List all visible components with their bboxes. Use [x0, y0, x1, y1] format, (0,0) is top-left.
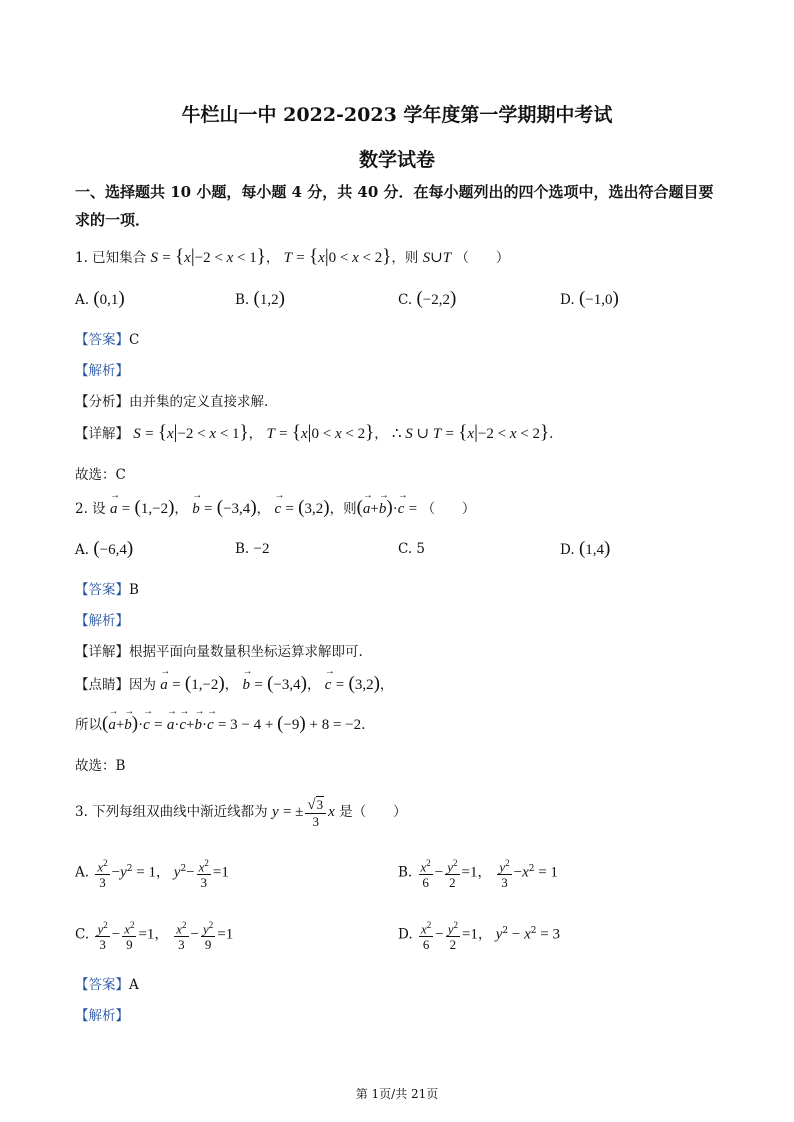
exam-subtitle: 数学试卷 — [358, 149, 435, 171]
question-2: 2. 设 → a = (1,−2)， → b = (−3,4)， → c = (3,2)，则(→ a+→ b)·→ c = （ ） — [75, 497, 475, 519]
q1-conclusion: 故选：C — [75, 467, 126, 483]
q2-dianjing: 【点睛】因为 → a = (1,−2)， → b = (−3,4)， → c = (3,2)， — [75, 673, 393, 695]
section-heading: 一、选择题共 10 小题，每小题 4 分，共 40 分．在每小题列出的四个选项中，选出符合题目要求的一项． — [75, 183, 714, 229]
q1-option-c: C. (−2,2) — [398, 288, 457, 309]
q1-detail: 【详解】 S = {x|−2 < x < 1}， T = {x|0 < x < 2}， ∴ S ∪ T = {x|−2 < x < 2}. — [75, 422, 554, 443]
q2-option-d: D. (1,4) — [560, 538, 611, 559]
q3-analysis-tag: 【解析】 — [75, 1008, 129, 1024]
q3-option-c: C. $\frac{y^2}{3}$ − $\frac{x^2}{9}$ =1， $\frac{x^2}{3}$ − $\frac{y^2}{9}$ =1 — [75, 920, 234, 953]
q3-option-b: B. $\frac{x^2}{6}$ − $\frac{y^2}{2}$ =1， $\frac{y^2}{3}$ $-x^2 = 1$ — [398, 858, 558, 891]
exam-title: 牛栏山一中 2022-2023 学年度第一学期期中考试 — [181, 104, 613, 126]
q3-option-d: D. $\frac{x^2}{6}$ − $\frac{y^2}{2}$ =1， $y^2 - x^2 = 3$ — [398, 920, 560, 953]
q2-option-b: B. −2 — [235, 541, 270, 557]
q2-option-c: C. 5 — [398, 541, 426, 557]
q1-option-b: B. (1,2) — [235, 288, 285, 309]
page-footer: 第 1页/共 21页 — [355, 1087, 439, 1101]
q2-detail: 【详解】根据平面向量数量积坐标运算求解即可. — [75, 644, 363, 660]
q1-answer: 【答案】C — [75, 332, 140, 348]
q2-analysis-tag: 【解析】 — [75, 613, 129, 629]
q1-option-d: D. (−1,0) — [560, 288, 619, 309]
q3-option-a: A. $\frac{x^2}{3}$ $-y^2 = 1$， $y^2-$ $\frac{x^2}{3}$ =1 — [75, 858, 229, 891]
q3-answer: 【答案】A — [75, 977, 139, 993]
question-3: 3. 下列每组双曲线中渐近线都为 y = ± $\frac{√3}{3}$ x 是（ ） — [75, 797, 407, 829]
question-1: 1. 已知集合 S = {x|−2 < x < 1}， T = {x|0 < x < 2}，则 S∪T （ ） — [75, 246, 510, 267]
q1-option-a: A. (0,1) — [75, 288, 125, 309]
q2-conclusion: 故选：B — [75, 758, 126, 774]
q1-fenxi: 【分析】由并集的定义直接求解. — [75, 394, 269, 410]
q2-option-a: A. (−6,4) — [75, 538, 134, 559]
q1-analysis-tag: 【解析】 — [75, 363, 129, 379]
q2-calculation: 所以(→ a+→ b)·→ c = → a·→ c+→ b·→ c = 3 − 4 + (−9) + 8 = −2. — [75, 713, 365, 735]
q2-answer: 【答案】B — [75, 582, 139, 598]
